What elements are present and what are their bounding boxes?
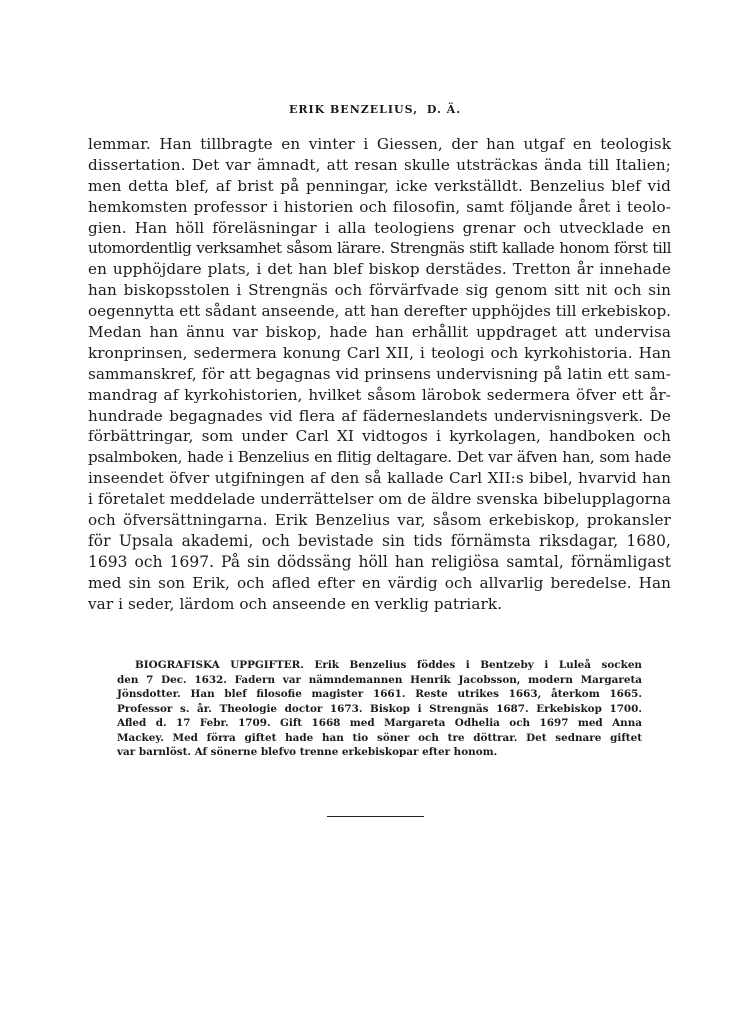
note-line: BIOGRAFISKA UPPGIFTER. Erik Benzelius föddes i Bentzeby i Luleå socken [135,659,642,671]
paragraph-line: Medan han ännu var biskop, hade han erhållit uppdraget att undervisa [88,323,671,342]
note-line: var barnlöst. Af sönerne blefvo trenne erkebiskopar efter honom. [117,746,498,758]
paragraph-line: var i seder, lärdom och anseende en verklig patriark. [88,594,503,613]
paragraph-line: hemkomsten professor i historien och filosofin, samt följande året i teolo- [88,197,671,216]
paragraph-line: kronprinsen, sedermera konung Carl XII, i teologi och kyrkohistoria. Han [88,343,671,362]
paragraph-line: utomordentlig verksamhet såsom lärare. Strengnäs stift kallade honom först till [88,239,671,258]
paragraph-line: för Upsala akademi, och bevistade sin tids förnämsta riksdagar, 1680, [88,531,671,550]
paragraph-line: sammanskref, för att begagnas vid prinsens undervisning på latin ett sam- [88,364,671,383]
paragraph-line: gien. Han höll föreläsningar i alla teologiens grenar och utvecklade en [88,218,671,237]
biographical-notes [117,658,642,760]
closing-rule [327,816,424,817]
running-head-initials: D. Ä. [426,103,462,116]
paragraph-line: oegennytta ett sådant anseende, att han derefter upphöjdes till erkebiskop. [88,302,671,321]
paragraph-line: och öfversättningarna. Erik Benzelius var, såsom erkebiskop, prokansler [88,511,671,530]
paragraph-line: men detta blef, af brist på penningar, icke verkställdt. Benzelius blef vid [88,176,671,195]
paragraph-line: inseendet öfver utgifningen af den så kallade Carl XII:s bibel, hvarvid han [88,469,671,488]
paragraph-line: lemmar. Han tillbragte en vinter i Giessen, der han utgaf en teologisk [88,135,671,153]
paragraph-line: en upphöjdare plats, i det han blef biskop derstädes. Tretton år innehade [88,260,671,279]
running-head-title: ERIK BENZELIUS, [288,103,419,116]
note-line: Jönsdotter. Han blef filosofie magister 1661. Reste utrikes 1663, återkom 1665. [117,688,642,700]
paragraph-line: mandrag af kyrkohistorien, hvilket såsom lärobok sedermera öfver ett år- [88,385,671,404]
main-paragraph [88,134,671,614]
paragraph-line: i företalet meddelade underrättelser om de äldre svenska bibelupplagorna [88,490,671,509]
running-head [0,103,750,116]
paragraph-line: psalmboken, hade i Benzelius en flitig deltagare. Det var äfven han, som hade [88,448,671,467]
paragraph-line: med sin son Erik, och afled efter en värdig och allvarlig beredelse. Han [88,573,671,592]
note-line: den 7 Dec. 1632. Fadern var nämndemannen Henrik Jacobsson, modern Margareta [117,673,642,686]
note-line: Afled d. 17 Febr. 1709. Gift 1668 med Margareta Odhelia och 1697 med Anna [117,717,642,729]
paragraph-line: förbättringar, som under Carl XI vidtogos i kyrkolagen, handboken och [88,427,671,446]
paragraph-line: han biskopsstolen i Strengnäs och förvärfvade sig genom sitt nit och sin [88,281,671,300]
paragraph-line: 1693 och 1697. På sin dödssäng höll han religiösa samtal, förnämligast [88,552,671,571]
note-line: Mackey. Med förra giftet hade han tio söner och tre döttrar. Det sednare giftet [117,731,642,744]
paragraph-line: dissertation. Det var ämnadt, att resan skulle utsträckas ända till Italien; [88,155,671,174]
note-line: Professor s. år. Theologie doctor 1673. Biskop i Strengnäs 1687. Erkebiskop 1700. [117,702,642,715]
paragraph-line: hundrade begagnades vid flera af fäderneslandets undervisningsverk. De [88,406,671,425]
